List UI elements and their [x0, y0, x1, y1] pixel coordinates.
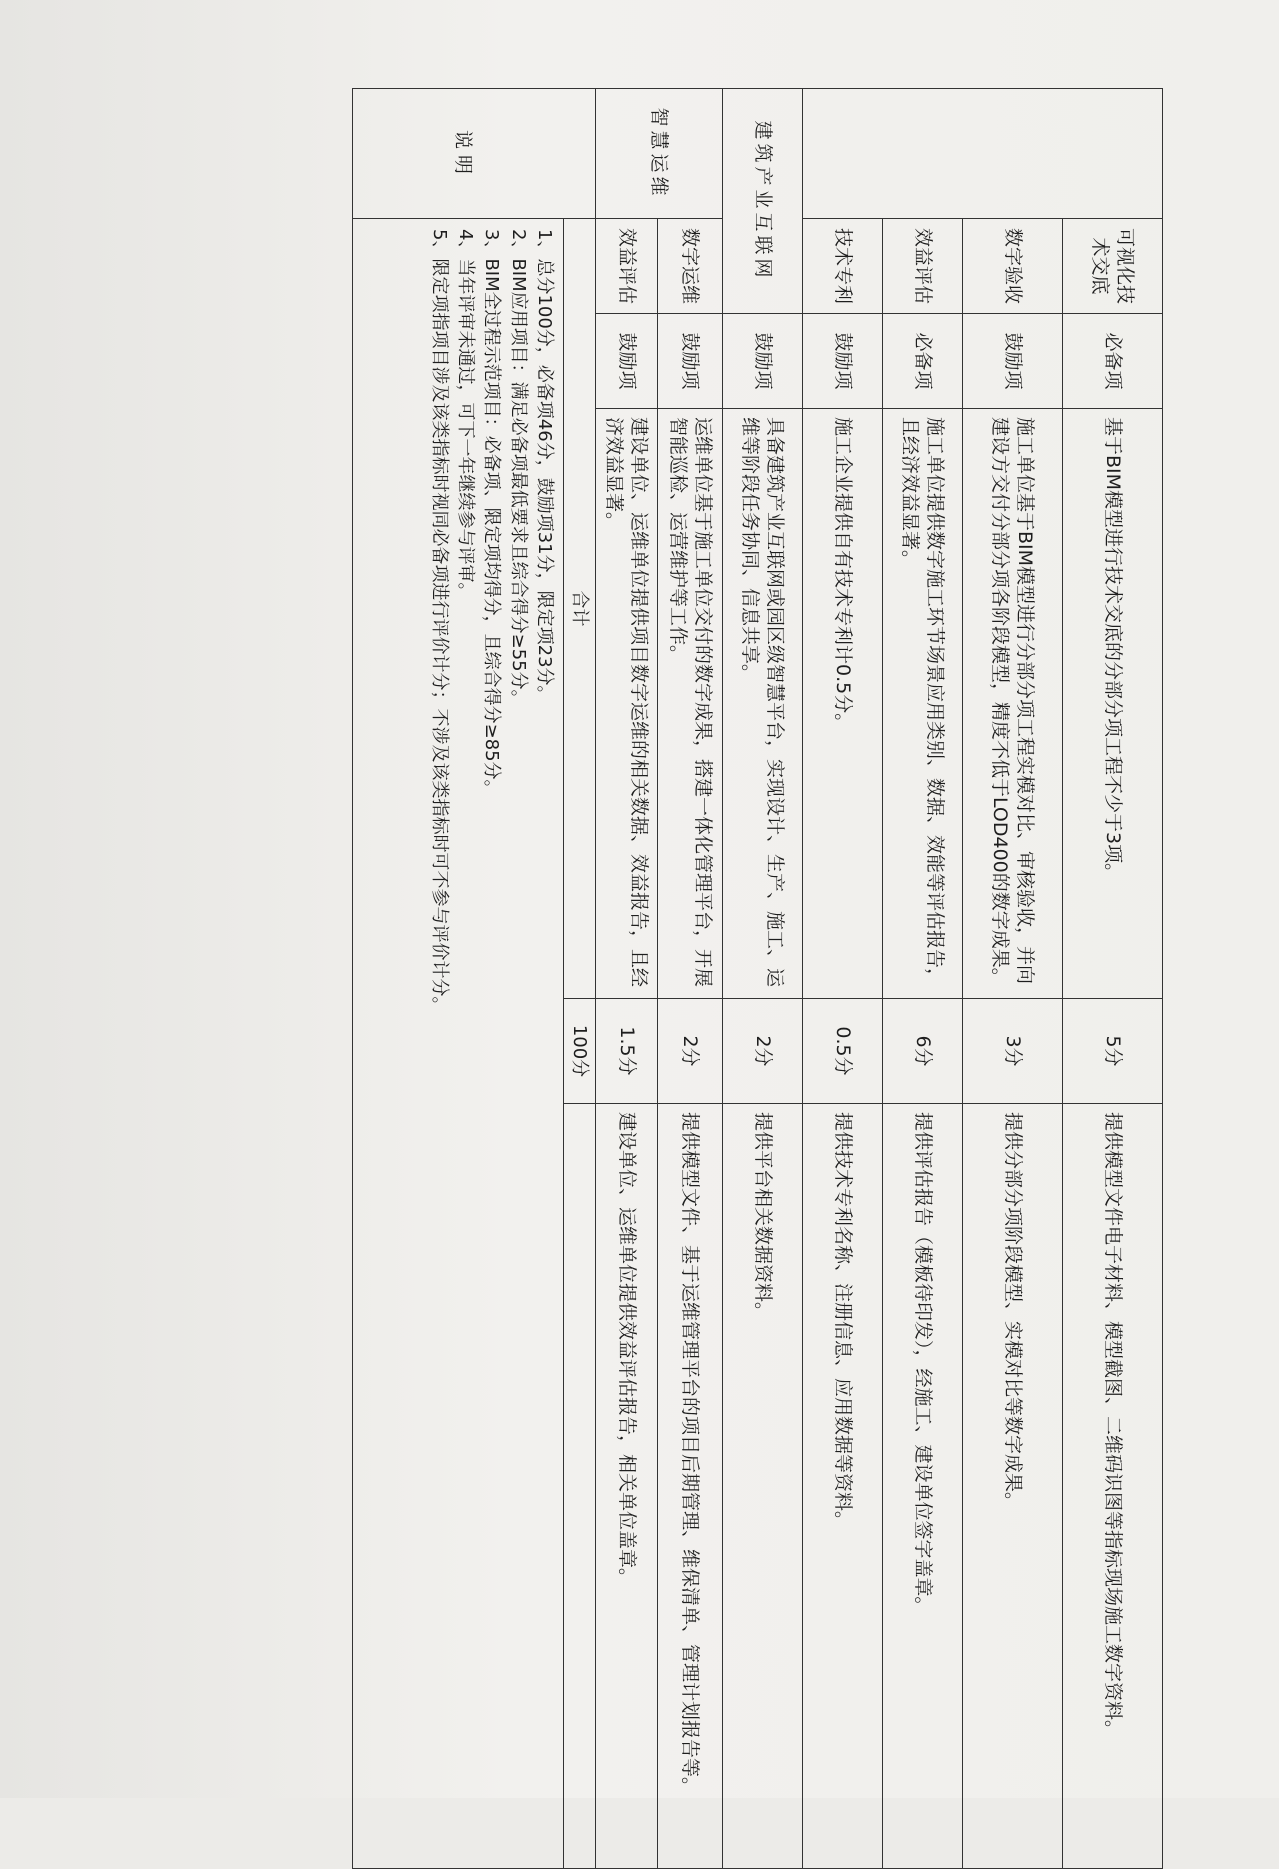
- subcategory-cell: 可视化技术交底: [1063, 219, 1163, 314]
- description-cell: 运维单位基于施工单位交付的数字成果，搭建一体化管理平台，开展智能巡检、运营维护等工作。: [658, 409, 723, 999]
- material-cell: 建设单位、运维单位提供效益评估报告，相关单位盖章。: [596, 1104, 658, 1869]
- score-cell: 1.5分: [596, 999, 658, 1104]
- table-row: [596, 89, 658, 1869]
- note-item: 4、当年评审未通过，可下一年继续参与评审。: [455, 229, 477, 601]
- table-row: [658, 89, 723, 1869]
- score-cell: 6分: [883, 999, 963, 1104]
- type-cell: 必备项: [1063, 314, 1163, 409]
- type-cell: 鼓励项: [963, 314, 1063, 409]
- table-row: [1063, 89, 1163, 1869]
- table-row: [883, 89, 963, 1869]
- category-cell-blank: [803, 89, 1163, 219]
- type-cell: 鼓励项: [596, 314, 658, 409]
- total-row: [563, 89, 595, 1869]
- note-item: 2、BIM应用项目：满足必备项最低要求且综合得分≥55分。: [507, 229, 529, 708]
- material-cell: 提供技术专利名称、注册信息、应用数据等资料。: [803, 1104, 883, 1869]
- type-cell: 鼓励项: [803, 314, 883, 409]
- description-cell: 建设单位、运维单位提供项目数字运维的相关数据、效益报告，且经济效益显著。: [596, 409, 658, 999]
- blank-cell: [563, 1104, 595, 1869]
- category-cell: 智慧运维: [596, 89, 723, 219]
- score-cell: 0.5分: [803, 999, 883, 1104]
- note-item: 3、BIM全过程示范项目：必备项、限定项均得分，且综合得分≥85分。: [481, 229, 503, 798]
- subcategory-cell: 技术专利: [803, 219, 883, 314]
- subcategory-cell: 数字运维: [658, 219, 723, 314]
- type-cell: 鼓励项: [723, 314, 803, 409]
- description-cell: 施工企业提供自有技术专利计0.5分。: [803, 409, 883, 999]
- material-cell: 提供模型文件电子材料、模型截图、二维码识图等指标现场施工数字资料。: [1063, 1104, 1163, 1869]
- score-cell: 2分: [723, 999, 803, 1104]
- subcategory-cell: 效益评估: [883, 219, 963, 314]
- rotated-table-wrapper: [363, 88, 1163, 1868]
- evaluation-table: [352, 88, 1163, 1869]
- description-cell: 基于BIM模型进行技术交底的分部分项工程不少于3项。: [1063, 409, 1163, 999]
- description-cell: 施工单位提供数字施工环节场景应用类别、数据、效能等评估报告，且经济效益显著。: [883, 409, 963, 999]
- subcategory-cell: 效益评估: [596, 219, 658, 314]
- total-label: 合计: [563, 219, 595, 999]
- table-row: [723, 89, 803, 1869]
- notes-row: [352, 89, 563, 1869]
- material-cell: 提供平台相关数据资料。: [723, 1104, 803, 1869]
- description-cell: 具备建筑产业互联网或园区级智慧平台，实现设计、生产、施工、运维等阶段任务协同、信息共享。: [723, 409, 803, 999]
- table-row: [963, 89, 1063, 1869]
- category-cell: 建筑产业互联网: [723, 89, 803, 314]
- score-cell: 2分: [658, 999, 723, 1104]
- note-item: 5、限定项指项目涉及该类指标时视同必备项进行评价计分；不涉及该类指标时可不参与评价计分。: [429, 229, 451, 1015]
- subcategory-cell: 数字验收: [963, 219, 1063, 314]
- material-cell: 提供评估报告（模板待印发），经施工、建设单位签字盖章。: [883, 1104, 963, 1869]
- score-cell: 3分: [963, 999, 1063, 1104]
- material-cell: 提供模型文件、基于运维管理平台的项目后期管理、维保清单、管理计划报告等。: [658, 1104, 723, 1869]
- total-score: 100分: [563, 999, 595, 1104]
- table-row: [803, 89, 883, 1869]
- type-cell: 必备项: [883, 314, 963, 409]
- material-cell: 提供分部分项阶段模型、实模对比等数字成果。: [963, 1104, 1063, 1869]
- notes-cell: [352, 219, 563, 1869]
- score-cell: 5分: [1063, 999, 1163, 1104]
- note-item: 1、总分100分，必备项46分，鼓励项31分，限定项23分。: [533, 229, 555, 704]
- description-cell: 施工单位基于BIM模型进行分部分项工程实模对比、审核验收，并向建设方交付分部分项各阶段模型，精度不低于LOD400的数字成果。: [963, 409, 1063, 999]
- type-cell: 鼓励项: [658, 314, 723, 409]
- notes-label: 说明: [452, 129, 474, 180]
